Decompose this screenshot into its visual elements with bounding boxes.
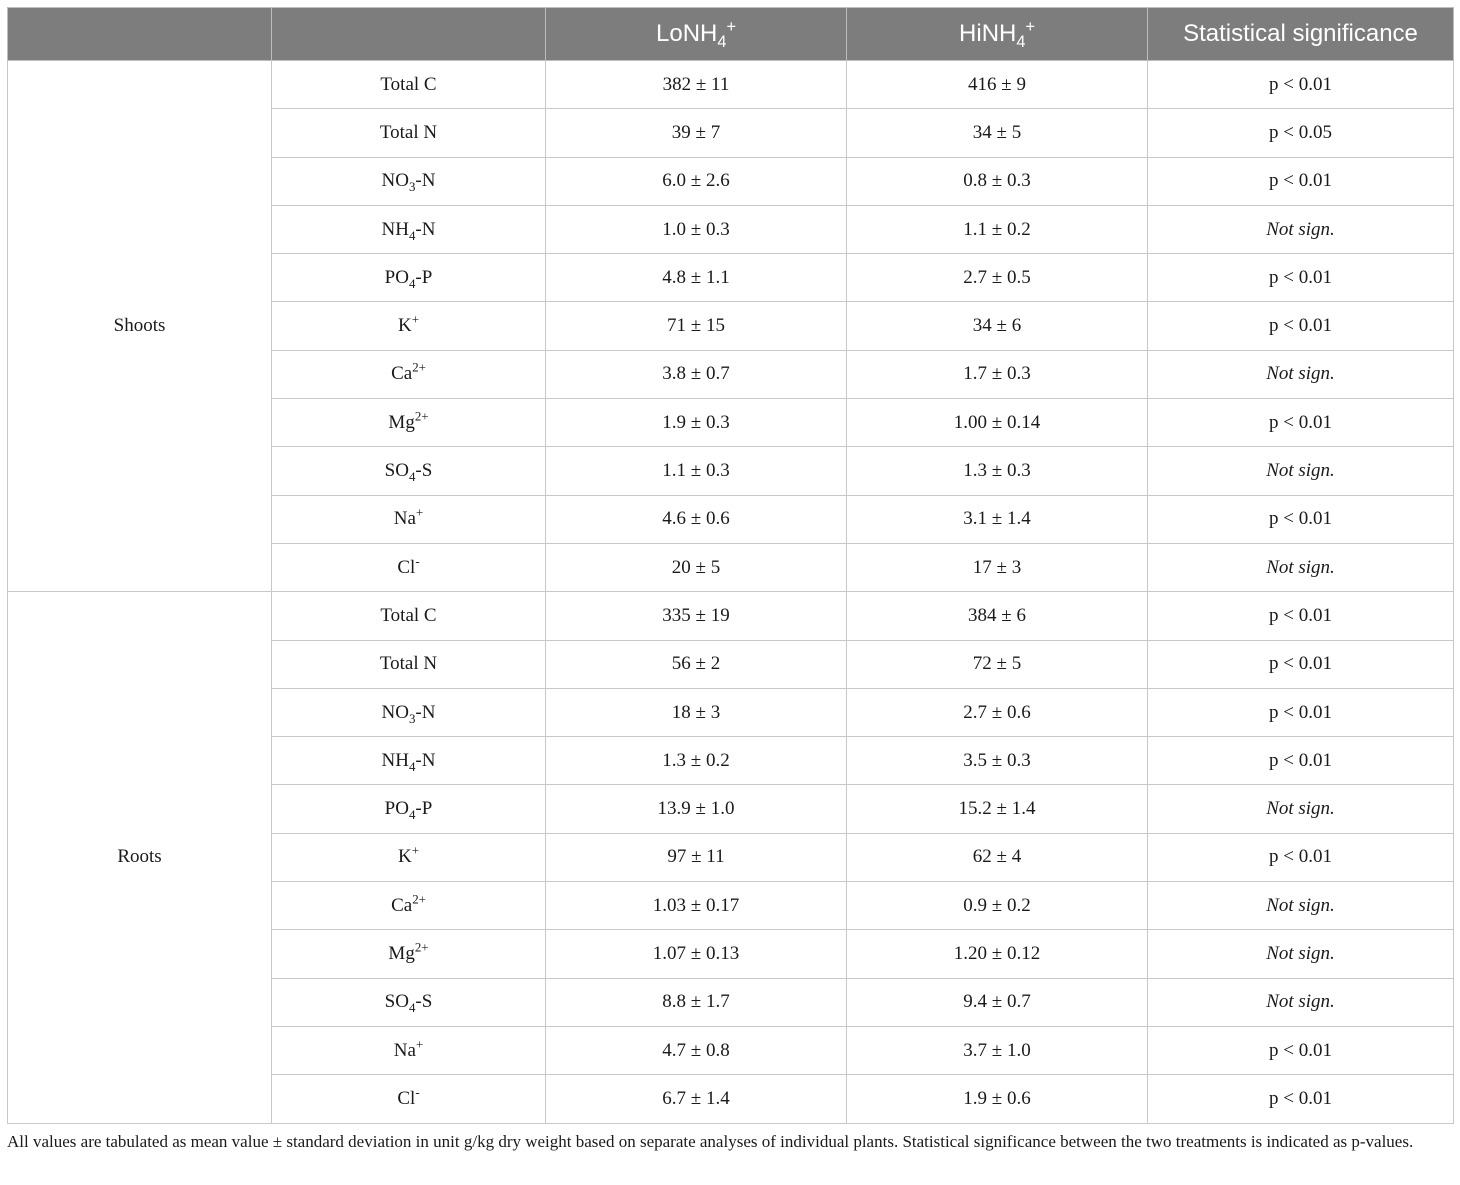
parameter-cell — [272, 1026, 546, 1074]
parameter-superscript: 2+ — [412, 360, 426, 376]
hinh4-value: 1.00 ± 0.14 — [847, 399, 1148, 447]
parameter-suffix: -P — [415, 798, 433, 820]
parameter-suffix: -N — [415, 749, 436, 771]
lonh4-value: 71 ± 15 — [546, 302, 847, 350]
hinh4-value: 2.7 ± 0.5 — [847, 254, 1148, 302]
significance-value: p < 0.01 — [1148, 1075, 1454, 1123]
hinh4-value: 1.1 ± 0.2 — [847, 205, 1148, 253]
parameter-superscript: - — [415, 1084, 420, 1100]
parameter-base: Mg — [388, 942, 415, 964]
parameter-cell — [272, 399, 546, 447]
header-cell-parameter — [272, 8, 546, 61]
lonh4-value: 56 ± 2 — [546, 640, 847, 688]
parameter-base: K — [397, 315, 412, 337]
hinh4-value: 1.9 ± 0.6 — [847, 1075, 1148, 1123]
parameter-base: Ca — [391, 363, 413, 385]
parameter-base: Na — [393, 1039, 416, 1061]
parameter-base: Ca — [391, 894, 413, 916]
hinh4-value: 3.1 ± 1.4 — [847, 495, 1148, 543]
parameter-cell — [272, 61, 546, 109]
hinh4-value: 1.20 ± 0.12 — [847, 930, 1148, 978]
significance-value: Not sign. — [1148, 350, 1454, 398]
parameter-base: K — [397, 846, 412, 868]
significance-value: Not sign. — [1148, 882, 1454, 930]
parameter-subscript: 4 — [408, 468, 416, 484]
significance-value: p < 0.01 — [1148, 833, 1454, 881]
table-row — [8, 592, 1454, 640]
parameter-cell — [272, 350, 546, 398]
lonh4-value: 13.9 ± 1.0 — [546, 785, 847, 833]
parameter-superscript: + — [411, 843, 419, 859]
parameter-base: Total C — [380, 604, 437, 626]
significance-value: p < 0.01 — [1148, 157, 1454, 205]
parameter-base: NH — [381, 218, 409, 240]
parameter-cell — [272, 930, 546, 978]
parameter-cell — [272, 543, 546, 591]
table-header — [8, 8, 1454, 61]
significance-value: Not sign. — [1148, 785, 1454, 833]
lonh4-value: 6.0 ± 2.6 — [546, 157, 847, 205]
lonh4-value: 4.6 ± 0.6 — [546, 495, 847, 543]
hinh4-value: 416 ± 9 — [847, 61, 1148, 109]
hinh4-value: 34 ± 6 — [847, 302, 1148, 350]
parameter-subscript: 4 — [408, 227, 416, 243]
hinh4-value: 3.7 ± 1.0 — [847, 1026, 1148, 1074]
table-row — [8, 61, 1454, 109]
hinh4-value: 0.9 ± 0.2 — [847, 882, 1148, 930]
significance-value: Not sign. — [1148, 447, 1454, 495]
lonh4-value: 1.0 ± 0.3 — [546, 205, 847, 253]
lonh4-value: 1.9 ± 0.3 — [546, 399, 847, 447]
parameter-cell — [272, 447, 546, 495]
parameter-base: PO — [384, 266, 409, 288]
lonh4-value: 4.7 ± 0.8 — [546, 1026, 847, 1074]
group-label: Roots — [8, 592, 272, 1123]
parameter-cell — [272, 1075, 546, 1123]
hinh4-value: 2.7 ± 0.6 — [847, 688, 1148, 736]
hinh4-value: 62 ± 4 — [847, 833, 1148, 881]
significance-value: Not sign. — [1148, 930, 1454, 978]
parameter-superscript: + — [415, 1036, 424, 1052]
lonh4-value: 20 ± 5 — [546, 543, 847, 591]
hinh4-value: 1.3 ± 0.3 — [847, 447, 1148, 495]
hinh4-value: 17 ± 3 — [847, 543, 1148, 591]
parameter-base: NO — [381, 701, 409, 723]
hinh4-value: 72 ± 5 — [847, 640, 1148, 688]
parameter-cell — [272, 978, 546, 1026]
significance-value: p < 0.01 — [1148, 61, 1454, 109]
parameter-subscript: 4 — [408, 275, 416, 291]
lonh4-value: 1.03 ± 0.17 — [546, 882, 847, 930]
lonh4-value: 382 ± 11 — [546, 61, 847, 109]
group-label: Shoots — [8, 61, 272, 592]
parameter-suffix: -N — [415, 170, 436, 192]
parameter-superscript: + — [415, 504, 424, 520]
parameter-superscript: 2+ — [414, 939, 429, 955]
parameter-cell — [272, 592, 546, 640]
lonh4-value: 18 ± 3 — [546, 688, 847, 736]
parameter-base: Total N — [379, 653, 438, 675]
lonh4-value: 335 ± 19 — [546, 592, 847, 640]
parameter-base: NO — [381, 170, 409, 192]
lonh4-value: 8.8 ± 1.7 — [546, 978, 847, 1026]
parameter-superscript: 2+ — [414, 408, 429, 424]
parameter-base: Total N — [379, 121, 438, 143]
parameter-base: PO — [384, 798, 409, 820]
significance-value: p < 0.01 — [1148, 254, 1454, 302]
parameter-base: SO — [384, 460, 409, 482]
hinh4-value: 34 ± 5 — [847, 109, 1148, 157]
parameter-base: Mg — [388, 411, 415, 433]
parameter-cell — [272, 688, 546, 736]
parameter-cell — [272, 833, 546, 881]
significance-value: p < 0.01 — [1148, 688, 1454, 736]
parameter-cell — [272, 495, 546, 543]
significance-value: p < 0.01 — [1148, 640, 1454, 688]
lonh4-value: 6.7 ± 1.4 — [546, 1075, 847, 1123]
lonh4-value: 1.3 ± 0.2 — [546, 737, 847, 785]
parameter-cell — [272, 785, 546, 833]
header-cell-hinh4: HiNH$_4$+ — [847, 8, 1148, 61]
parameter-suffix: -S — [415, 991, 433, 1013]
parameter-subscript: 3 — [408, 179, 416, 195]
parameter-superscript: 2+ — [412, 891, 426, 907]
significance-value: Not sign. — [1148, 978, 1454, 1026]
lonh4-value: 3.8 ± 0.7 — [546, 350, 847, 398]
data-table — [7, 7, 1454, 1124]
parameter-cell — [272, 737, 546, 785]
parameter-superscript: - — [415, 553, 420, 569]
header-cell-significance: Statistical significance — [1148, 8, 1454, 61]
lonh4-value: 39 ± 7 — [546, 109, 847, 157]
parameter-cell — [272, 254, 546, 302]
parameter-suffix: -P — [415, 266, 433, 288]
parameter-base: Total C — [380, 73, 437, 95]
parameter-base: NH — [381, 749, 409, 771]
parameter-cell — [272, 882, 546, 930]
significance-value: p < 0.01 — [1148, 1026, 1454, 1074]
significance-value: p < 0.01 — [1148, 399, 1454, 447]
parameter-subscript: 4 — [408, 1000, 416, 1016]
header-cell-group — [8, 8, 272, 61]
parameter-suffix: -S — [415, 460, 433, 482]
parameter-cell — [272, 109, 546, 157]
parameter-cell — [272, 640, 546, 688]
parameter-subscript: 4 — [408, 758, 416, 774]
hinh4-value: 3.5 ± 0.3 — [847, 737, 1148, 785]
hinh4-value: 9.4 ± 0.7 — [847, 978, 1148, 1026]
table-container — [7, 7, 1453, 1124]
parameter-base: Cl — [397, 1087, 416, 1109]
table-footnote: All values are tabulated as mean value ± standard deviation in unit g/kg dry weight based on separate analyses of individual plants. Statistical significance between the two treatments is indicated as p-values. — [7, 1132, 1414, 1151]
parameter-base: Cl — [397, 556, 416, 578]
parameter-subscript: 4 — [408, 806, 416, 822]
lonh4-value: 1.1 ± 0.3 — [546, 447, 847, 495]
hinh4-value: 0.8 ± 0.3 — [847, 157, 1148, 205]
hinh4-value: 15.2 ± 1.4 — [847, 785, 1148, 833]
parameter-cell — [272, 157, 546, 205]
hinh4-value: 1.7 ± 0.3 — [847, 350, 1148, 398]
significance-value: p < 0.05 — [1148, 109, 1454, 157]
parameter-superscript: + — [411, 311, 419, 327]
parameter-subscript: 3 — [408, 710, 416, 726]
significance-value: Not sign. — [1148, 205, 1454, 253]
header-cell-lonh4: LoNH$_4$+ — [546, 8, 847, 61]
significance-value: p < 0.01 — [1148, 737, 1454, 785]
significance-value: p < 0.01 — [1148, 302, 1454, 350]
parameter-suffix: -N — [415, 218, 436, 240]
parameter-suffix: -N — [415, 701, 436, 723]
significance-value: p < 0.01 — [1148, 495, 1454, 543]
lonh4-value: 97 ± 11 — [546, 833, 847, 881]
significance-value: p < 0.01 — [1148, 592, 1454, 640]
table-body — [8, 61, 1454, 1124]
parameter-base: SO — [384, 991, 409, 1013]
lonh4-value: 1.07 ± 0.13 — [546, 930, 847, 978]
parameter-cell — [272, 302, 546, 350]
hinh4-value: 384 ± 6 — [847, 592, 1148, 640]
header-row — [8, 8, 1454, 61]
parameter-cell — [272, 205, 546, 253]
parameter-base: Na — [393, 508, 416, 530]
lonh4-value: 4.8 ± 1.1 — [546, 254, 847, 302]
significance-value: Not sign. — [1148, 543, 1454, 591]
